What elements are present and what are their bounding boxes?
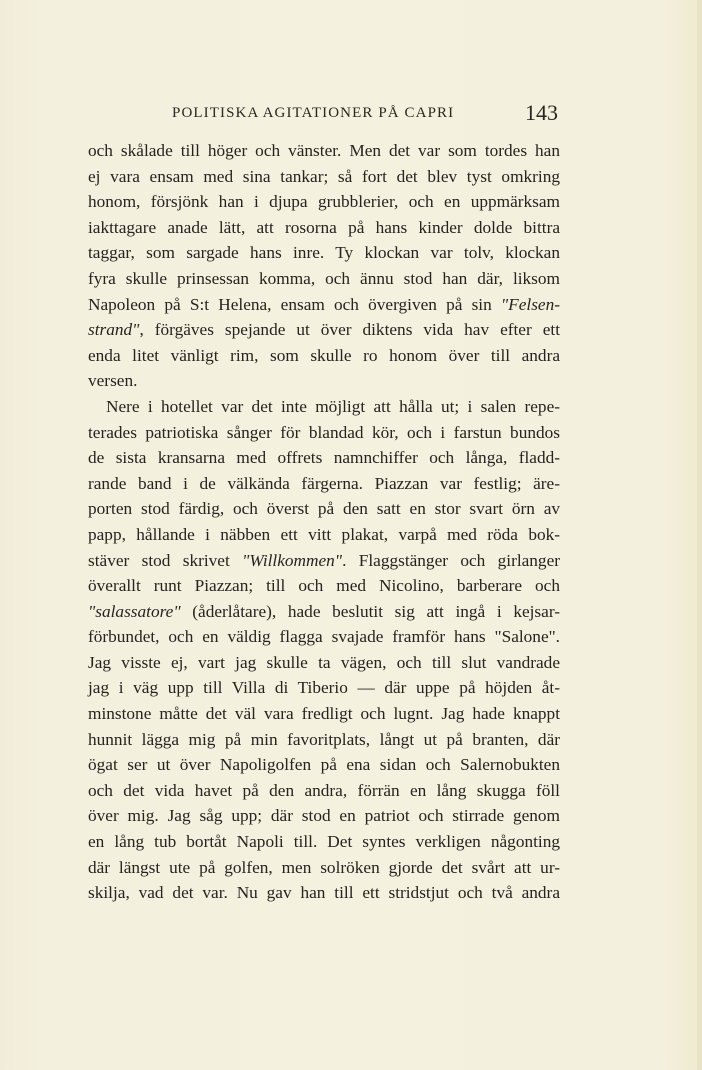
text-line: ej vara ensam med sina tankar; så fort det blev tyst omkring xyxy=(88,166,560,186)
page-edge xyxy=(697,0,702,1070)
text-line: där längst ute på golfen, men solröken gjorde det svårt att ur- xyxy=(88,857,560,877)
text-line: en lång tub bortåt Napoli till. Det syntes verkligen någonting xyxy=(88,832,560,852)
italic-word: "Felsen- xyxy=(500,294,560,314)
text-line: strand", förgäves spejande ut över diktens vida hav efter ett xyxy=(88,320,560,340)
text-line: fyra skulle prinsessan komma, och ännu stod han där, liksom xyxy=(88,268,560,288)
body-text xyxy=(88,138,560,906)
text-line: stäver stod skrivet "Willkommen". Flaggstänger och girlanger xyxy=(88,550,560,570)
text-line: taggar, som sargade hans inre. Ty klockan var tolv, klockan xyxy=(88,243,560,263)
text-line: och skålade till höger och vänster. Men det var som tordes han xyxy=(88,141,560,160)
text-line: skilja, vad det var. Nu gav han till ett stridstjut och två andra xyxy=(88,883,560,903)
text-line: iakttagare anade lätt, att rosorna på hans kinder dolde bittra xyxy=(88,217,560,237)
text-line: porten stod färdig, och överst på den satt en stor svart örn av xyxy=(88,499,560,519)
text-line: och det vida havet på den andra, förrän en lång skugga föll xyxy=(88,780,560,800)
text-line: versen. xyxy=(88,371,138,391)
text-line: förbundet, och en väldig flagga svajade framför hans "Salone". xyxy=(88,627,560,647)
italic-word: "salassatore" xyxy=(88,601,181,621)
text-line: terades patriotiska sånger för blandad kör, och i farstun bundos xyxy=(88,422,560,442)
text-line: enda litet vänligt rim, som skulle ro honom över till andra xyxy=(88,345,560,365)
text-line: "salassatore" (åderlåtare), hade beslutit sig att ingå i kejsar- xyxy=(88,601,560,621)
text-line: papp, hållande i näbben ett vitt plakat, varpå med röda bok- xyxy=(88,524,560,544)
page-number: 143 xyxy=(525,100,558,125)
text-line: Jag visste ej, vart jag skulle ta vägen, och till slut vandrade xyxy=(88,652,560,672)
text-line: över mig. Jag såg upp; där stod en patriot och stirrade genom xyxy=(88,806,560,826)
text-line: Nere i hotellet var det inte möjligt att hålla ut; i salen repe- xyxy=(106,396,560,416)
page-header xyxy=(90,100,558,132)
italic-word: "Willkommen" xyxy=(242,550,343,570)
italic-word: strand" xyxy=(88,320,140,340)
text-line: honom, försjönk han i djupa grubblerier, och en uppmärksam xyxy=(88,192,560,212)
text-line: jag i väg upp till Villa di Tiberio — där uppe på höjden åt- xyxy=(88,678,560,698)
text-line: rande band i de välkända färgerna. Piazzan var festlig; äre- xyxy=(88,473,560,493)
text-line: hunnit lägga mig på min favoritplats, långt ut på branten, där xyxy=(88,729,560,749)
text-line: minstone måtte det väl vara fredligt och lugnt. Jag hade knappt xyxy=(88,704,560,724)
text-line: ögat ser ut över Napoligolfen på ena sidan och Salernobukten xyxy=(88,755,560,775)
text-line: Napoleon på S:t Helena, ensam och övergiven på sin "Felsen- xyxy=(88,294,560,314)
text-line: de sista kransarna med offrets namnchiffer och långa, fladd- xyxy=(88,448,560,468)
running-head: POLITISKA AGITATIONER PÅ CAPRI xyxy=(172,105,455,121)
text-line: överallt runt Piazzan; till och med Nicolino, barberare och xyxy=(88,576,560,596)
